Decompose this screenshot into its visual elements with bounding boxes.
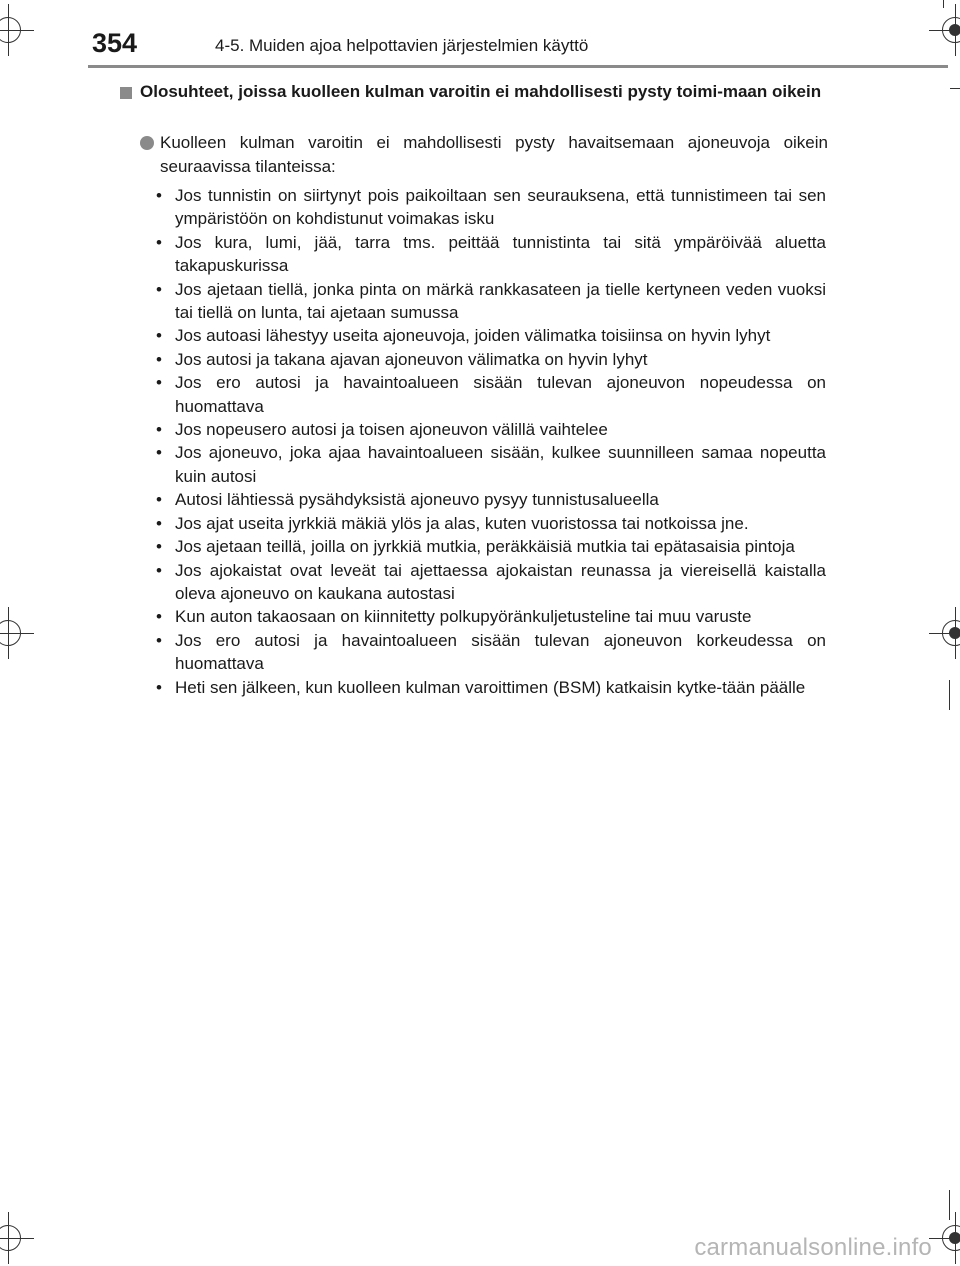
trim-line-right-upper: [950, 88, 960, 89]
circle-bullet-icon: [140, 136, 154, 150]
list-item-text: Jos kura, lumi, jää, tarra tms. peittää tunnistinta tai sitä ympäröivää aluetta takapuskurissa: [175, 232, 826, 276]
list-item-text: Jos ajoneuvo, joka ajaa havaintoalueen sisään, kulkee suunnilleen samaa nopeutta kuin autosi: [175, 443, 826, 486]
trim-line-right-mid: [949, 680, 950, 710]
bullet-marker: •: [156, 420, 162, 440]
bullet-marker: •: [156, 443, 162, 463]
list-item-text: Heti sen jälkeen, kun kuolleen kulman varoittimen (BSM) katkaisin kytke-tään päälle: [175, 677, 806, 697]
list-item: [156, 231, 826, 278]
page-number: 354: [92, 28, 138, 58]
list-item: [156, 559, 826, 606]
conditions-list: [156, 184, 826, 699]
bullet-marker: •: [156, 186, 162, 205]
list-item: [156, 418, 826, 441]
bullet-marker: •: [156, 537, 162, 557]
heading-text: Olosuhteet, joissa kuolleen kulman varoitin ei mahdollisesti pysty toimi-maan oikein: [140, 82, 822, 101]
list-item-text: Jos ajetaan teillä, joilla on jyrkkiä mutkia, peräkkäisiä mutkia tai epätasaisia pintoja: [175, 537, 795, 557]
bullet-marker: •: [156, 373, 162, 393]
list-item-text: Jos ajokaistat ovat leveät tai ajettaessa ajokaistan reunassa ja viereisellä kaistalla oleva ajoneuvo on kaukana autostasi: [175, 560, 826, 603]
bullet-marker: •: [156, 513, 162, 533]
bullet-marker: •: [156, 630, 162, 650]
bullet-marker: •: [156, 490, 162, 510]
list-item: [156, 629, 826, 676]
square-bullet-icon: [120, 87, 132, 99]
list-item-text: Jos ero autosi ja havaintoalueen sisään tulevan ajoneuvon nopeudessa on huomattava: [175, 373, 826, 416]
list-item: [156, 605, 826, 628]
list-item: [156, 184, 826, 231]
bullet-marker: •: [156, 560, 162, 580]
list-item: [156, 348, 826, 371]
intro-paragraph: [140, 131, 828, 179]
bullet-marker: •: [156, 607, 162, 627]
list-item: [156, 512, 826, 535]
trim-line-top-right: [943, 0, 944, 8]
list-item: [156, 324, 826, 347]
intro-text: Kuolleen kulman varoitin ei mahdollisesti pysty havaitsemaan ajoneuvoja oikein seuraavissa tilanteissa:: [160, 133, 828, 176]
header-rule: [88, 65, 948, 68]
trim-line-right-lower: [949, 1190, 950, 1220]
list-item-text: Autosi lähtiessä pysähdyksistä ajoneuvo pysyy tunnistusalueella: [175, 490, 659, 510]
section-title: 4-5. Muiden ajoa helpottavien järjestelmien käyttö: [215, 36, 589, 55]
list-item-text: Jos autosi ja takana ajavan ajoneuvon välimatka on hyvin lyhyt: [175, 349, 648, 369]
list-item-text: Jos autoasi lähestyy useita ajoneuvoja, joiden välimatka toisiinsa on hyvin lyhyt: [175, 326, 771, 346]
bullet-marker: •: [156, 349, 162, 369]
list-item-text: Jos tunnistin on siirtynyt pois paikoiltaan sen seurauksena, että tunnistimeen tai sen ympäristöön on kohdistunut voimakas isku: [175, 186, 826, 229]
list-item: [156, 535, 826, 558]
bullet-marker: •: [156, 677, 162, 697]
watermark: carmanualsonline.info: [694, 1234, 932, 1261]
section-heading: [120, 80, 830, 104]
bullet-marker: •: [156, 279, 162, 299]
list-item-text: Jos ajat useita jyrkkiä mäkiä ylös ja alas, kuten vuoristossa tai notkoissa jne.: [175, 513, 749, 533]
bullet-marker: •: [156, 326, 162, 346]
list-item-text: Jos ero autosi ja havaintoalueen sisään tulevan ajoneuvon korkeudessa on huomattava: [175, 630, 826, 674]
list-item-text: Jos ajetaan tiellä, jonka pinta on märkä rankkasateen ja tielle kertyneen veden vuoksi tai tiellä on lunta, tai ajetaan sumussa: [175, 279, 826, 323]
list-item: [156, 488, 826, 511]
list-item-text: Kun auton takaosaan on kiinnitetty polkupyöränkuljetusteline tai muu varuste: [175, 607, 752, 627]
bullet-marker: •: [156, 232, 162, 252]
list-item: [156, 441, 826, 488]
list-item: [156, 278, 826, 325]
list-item: [156, 676, 826, 699]
list-item: [156, 371, 826, 418]
list-item-text: Jos nopeusero autosi ja toisen ajoneuvon välillä vaihtelee: [175, 420, 608, 440]
